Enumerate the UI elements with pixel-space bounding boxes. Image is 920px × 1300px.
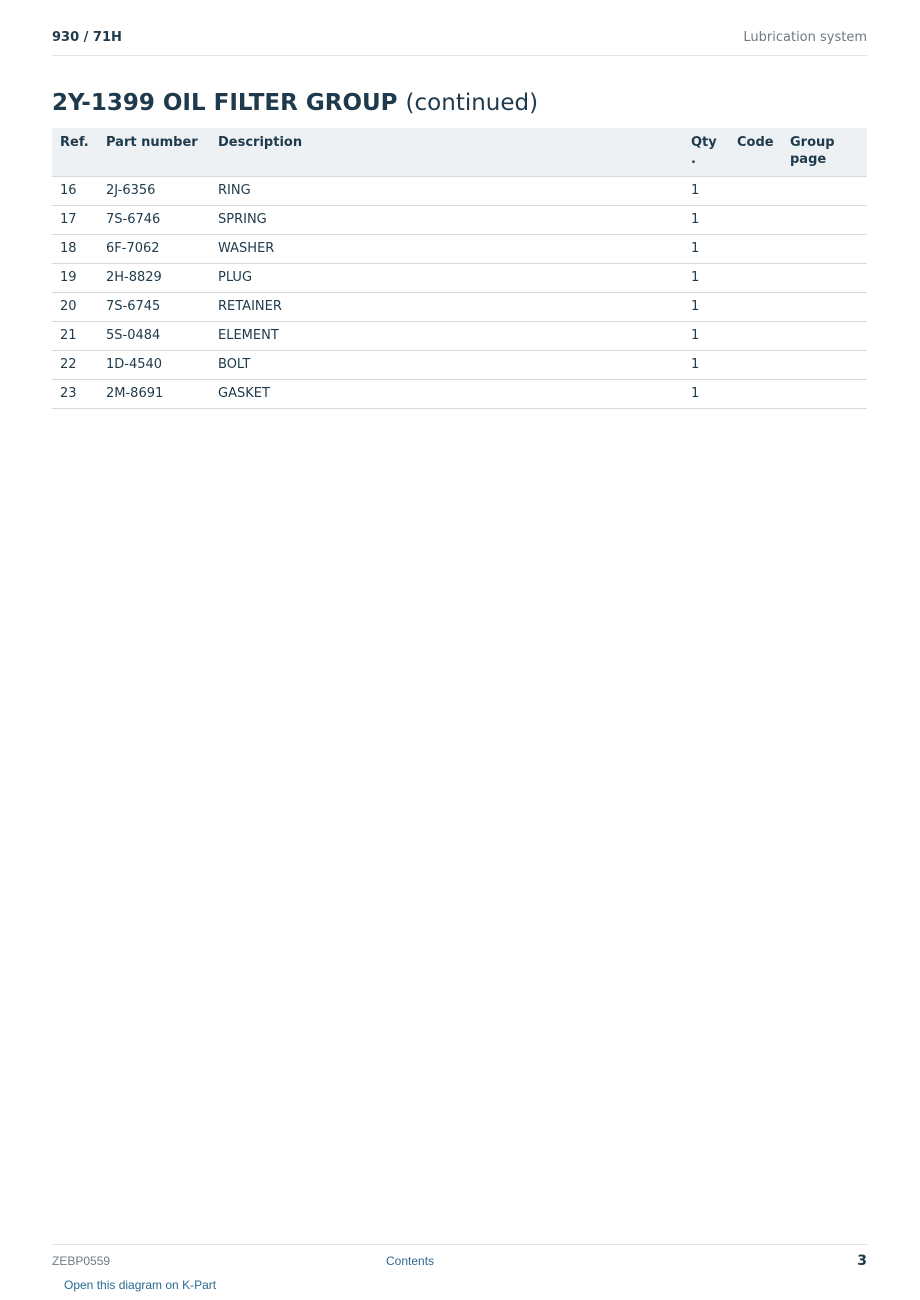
- table-row: [52, 177, 867, 206]
- cell-code: [729, 235, 782, 264]
- cell-group-page: [782, 322, 867, 351]
- header-group-page: [782, 128, 867, 177]
- header-description: Description: [210, 128, 683, 177]
- cell-qty: 1: [683, 322, 729, 351]
- cell-group-page: [782, 293, 867, 322]
- cell-description: SPRING: [210, 206, 683, 235]
- cell-qty: 1: [683, 177, 729, 206]
- parts-table: [52, 128, 867, 409]
- header-qty-line2: .: [691, 152, 696, 167]
- open-in-kpart-link[interactable]: Open this diagram on K-Part: [64, 1278, 217, 1292]
- cell-part-number: 7S-6746: [98, 206, 210, 235]
- cell-part-number: 2M-8691: [98, 380, 210, 409]
- cell-part-number: 6F-7062: [98, 235, 210, 264]
- cell-code: [729, 322, 782, 351]
- table-row: [52, 322, 867, 351]
- cell-ref: 18: [52, 235, 98, 264]
- cell-qty: 1: [683, 293, 729, 322]
- cell-part-number: 7S-6745: [98, 293, 210, 322]
- document-id: ZEBP0559: [52, 1254, 111, 1268]
- cell-group-page: [782, 264, 867, 293]
- cell-description: GASKET: [210, 380, 683, 409]
- cell-part-number: 1D-4540: [98, 351, 210, 380]
- cell-group-page: [782, 177, 867, 206]
- continued-label: (continued): [405, 90, 539, 116]
- cell-code: [729, 264, 782, 293]
- cell-qty: 1: [683, 351, 729, 380]
- cell-code: [729, 380, 782, 409]
- cell-description: WASHER: [210, 235, 683, 264]
- cell-description: PLUG: [210, 264, 683, 293]
- cell-group-page: [782, 380, 867, 409]
- table-row: [52, 206, 867, 235]
- cell-description: ELEMENT: [210, 322, 683, 351]
- model-label: 930 / 71H: [52, 30, 122, 45]
- header-ref: Ref.: [52, 128, 98, 177]
- cell-qty: 1: [683, 206, 729, 235]
- cell-code: [729, 206, 782, 235]
- cell-ref: 16: [52, 177, 98, 206]
- cell-description: RETAINER: [210, 293, 683, 322]
- cell-group-page: [782, 351, 867, 380]
- contents-link[interactable]: Contents: [386, 1254, 435, 1268]
- header-qty-line1: Qty: [691, 135, 717, 150]
- header-group-page-line2: page: [790, 152, 827, 167]
- cell-group-page: [782, 206, 867, 235]
- table-row: [52, 293, 867, 322]
- table-body: [52, 177, 867, 409]
- header-part-number: Part number: [98, 128, 210, 177]
- cell-ref: 21: [52, 322, 98, 351]
- group-title: 2Y-1399 OIL FILTER GROUP: [52, 90, 398, 116]
- table-header-row: [52, 128, 867, 177]
- cell-qty: 1: [683, 235, 729, 264]
- section-label: Lubrication system: [743, 30, 867, 45]
- cell-ref: 22: [52, 351, 98, 380]
- table-row: [52, 351, 867, 380]
- cell-code: [729, 293, 782, 322]
- cell-part-number: 2H-8829: [98, 264, 210, 293]
- header-qty: [683, 128, 729, 177]
- page-header: [52, 28, 867, 56]
- table-row: [52, 380, 867, 409]
- page-title: [52, 88, 538, 118]
- cell-ref: 23: [52, 380, 98, 409]
- table-row: [52, 264, 867, 293]
- header-group-page-line1: Group: [790, 135, 835, 150]
- cell-part-number: 5S-0484: [98, 322, 210, 351]
- table-row: [52, 235, 867, 264]
- cell-qty: 1: [683, 264, 729, 293]
- cell-ref: 20: [52, 293, 98, 322]
- cell-description: BOLT: [210, 351, 683, 380]
- cell-ref: 17: [52, 206, 98, 235]
- cell-code: [729, 351, 782, 380]
- header-code: Code: [729, 128, 782, 177]
- cell-ref: 19: [52, 264, 98, 293]
- page-footer: [52, 1244, 867, 1292]
- cell-part-number: 2J-6356: [98, 177, 210, 206]
- page-number: 3: [857, 1253, 867, 1269]
- cell-description: RING: [210, 177, 683, 206]
- cell-group-page: [782, 235, 867, 264]
- cell-code: [729, 177, 782, 206]
- cell-qty: 1: [683, 380, 729, 409]
